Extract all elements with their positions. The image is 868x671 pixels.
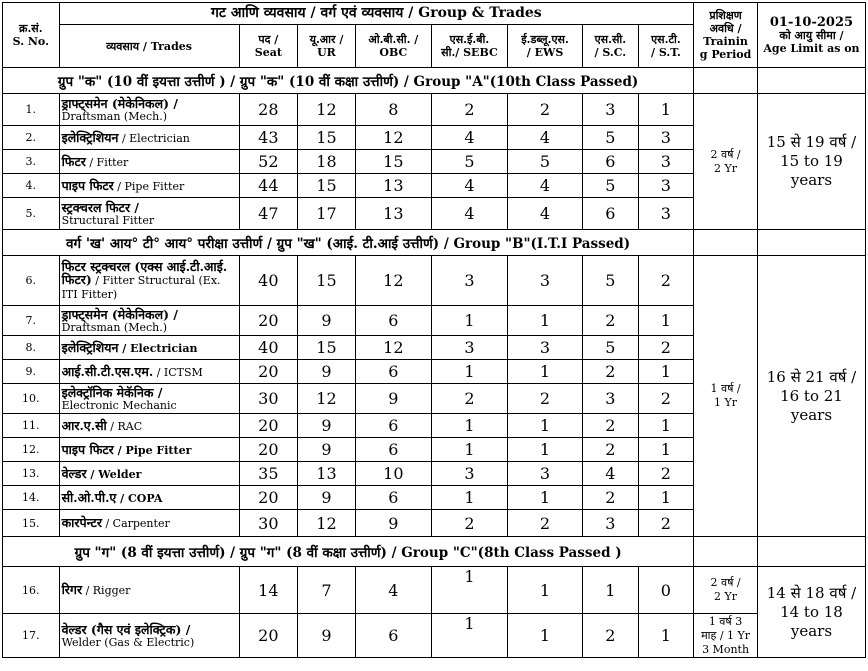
trade-name-devanagari: इलेक्ट्रिशियन: [61, 339, 119, 355]
sc-header: एस.सी. / S.C.: [583, 25, 639, 68]
obc-cell: 6: [355, 306, 431, 336]
obc-cell: 8: [355, 94, 431, 126]
trades-table: [2, 2, 866, 658]
trade-name: [59, 360, 239, 384]
ews-cell: 1: [507, 486, 582, 510]
ews-cell: 2: [507, 94, 582, 126]
seat-cell: 52: [239, 150, 298, 174]
trade-name-devanagari: पाइप फिटर: [61, 177, 114, 193]
seat-cell: 20: [239, 614, 298, 658]
seat-cell: 40: [239, 336, 298, 360]
trade-name-devanagari: इलेक्ट्रिशियन: [61, 129, 119, 145]
serial-number: 1.: [3, 94, 60, 126]
sc-cell: 2: [583, 614, 639, 658]
seat-cell: 47: [239, 198, 298, 230]
trade-name-english: Electronic Mechanic: [61, 398, 177, 412]
training-period: 2 वर्ष / 2 Yr: [694, 567, 758, 614]
sc-cell: 2: [583, 306, 639, 336]
sebc-cell: 3: [431, 336, 507, 360]
serial-number: 14.: [3, 486, 60, 510]
trade-name: [59, 94, 239, 126]
sebc-cell: 4: [431, 126, 507, 150]
trade-name-english: Draftsman (Mech.): [61, 109, 168, 123]
table-row: [3, 94, 866, 126]
ews-cell: 1: [507, 414, 582, 438]
trade-name-devanagari: ड्राफ्ट्समेन (मेकेनिकल) /: [61, 95, 178, 111]
ur-cell: 9: [298, 414, 356, 438]
obc-cell: 15: [355, 150, 431, 174]
st-cell: 2: [638, 462, 694, 486]
sebc-cell: 2: [431, 384, 507, 414]
trade-name-devanagari: वेल्डर (गैस एवं इलेक्ट्रिक) /: [61, 621, 191, 637]
st-cell: 1: [638, 414, 694, 438]
serial-number: 2.: [3, 126, 60, 150]
ews-cell: 1: [507, 567, 582, 614]
serial-number: 17.: [3, 614, 60, 658]
trade-name: [59, 256, 239, 306]
table-row: [3, 256, 866, 306]
sc-cell: 6: [583, 150, 639, 174]
seat-cell: 43: [239, 126, 298, 150]
trade-name: [59, 414, 239, 438]
ews-cell: 3: [507, 256, 582, 306]
sno-header: क्र.सं. S. No.: [3, 3, 60, 68]
obc-cell: 6: [355, 360, 431, 384]
age-limit-header: [757, 3, 865, 68]
obc-header: ओ.बी.सी. / OBC: [355, 25, 431, 68]
ews-cell: 1: [507, 438, 582, 462]
trade-name: [59, 462, 239, 486]
st-cell: 2: [638, 510, 694, 537]
obc-cell: 12: [355, 256, 431, 306]
trade-name-english: / Rigger: [82, 584, 131, 597]
trade-name-english: / Electrician: [118, 341, 198, 355]
sc-cell: 5: [583, 336, 639, 360]
serial-number: 12.: [3, 438, 60, 462]
sebc-cell: 2: [431, 510, 507, 537]
trade-name-devanagari: सी.ओ.पी.ए: [61, 489, 117, 505]
serial-number: 9.: [3, 360, 60, 384]
obc-cell: 9: [355, 384, 431, 414]
trade-name: [59, 614, 239, 658]
st-cell: 2: [638, 336, 694, 360]
ews-cell: 4: [507, 126, 582, 150]
serial-number: 16.: [3, 567, 60, 614]
sebc-cell: 1: [431, 614, 507, 658]
seat-cell: 20: [239, 438, 298, 462]
obc-cell: 12: [355, 336, 431, 360]
sebc-cell: 1: [431, 486, 507, 510]
sebc-cell: 3: [431, 256, 507, 306]
seat-cell: 30: [239, 384, 298, 414]
obc-cell: 6: [355, 414, 431, 438]
ur-cell: 15: [298, 336, 356, 360]
trade-name-english: / Welder: [86, 467, 142, 481]
obc-cell: 6: [355, 438, 431, 462]
ur-cell: 9: [298, 306, 356, 336]
obc-cell: 10: [355, 462, 431, 486]
serial-number: 13.: [3, 462, 60, 486]
sc-cell: 1: [583, 567, 639, 614]
ews-cell: 3: [507, 462, 582, 486]
trade-name-english: / ICTSM: [153, 365, 203, 379]
ur-cell: 9: [298, 360, 356, 384]
training-blank: [694, 230, 758, 256]
ur-cell: 15: [298, 256, 356, 306]
seat-header: पद / Seat: [239, 25, 298, 68]
trade-name-english: / Pipe Fitter: [113, 179, 185, 193]
ur-cell: 9: [298, 614, 356, 658]
obc-cell: 13: [355, 198, 431, 230]
trade-name: [59, 336, 239, 360]
ews-cell: 1: [507, 614, 582, 658]
sebc-cell: 2: [431, 94, 507, 126]
age-limit: 14 से 18 वर्ष / 14 to 18 years: [757, 567, 865, 658]
seat-cell: 20: [239, 486, 298, 510]
seat-cell: 35: [239, 462, 298, 486]
trade-name-devanagari: कारपेन्टर: [61, 515, 102, 530]
st-cell: 1: [638, 486, 694, 510]
ur-cell: 15: [298, 174, 356, 198]
table-body: [3, 68, 866, 658]
trade-name-devanagari: रिगर: [61, 582, 83, 597]
group-header-row: [3, 68, 866, 94]
age-limit: 15 से 19 वर्ष / 15 to 19 years: [757, 94, 865, 230]
training-period: 1 वर्ष 3 माह / 1 Yr 3 Month: [694, 614, 758, 658]
training-header: प्रशिक्षण अवधि / Trainin g Period: [694, 3, 758, 68]
trade-name: [59, 438, 239, 462]
sc-cell: 5: [583, 126, 639, 150]
trade-name-english: / Carpenter: [101, 517, 170, 530]
obc-cell: 6: [355, 614, 431, 658]
ur-cell: 9: [298, 438, 356, 462]
seat-cell: 20: [239, 306, 298, 336]
sc-cell: 5: [583, 174, 639, 198]
obc-cell: 4: [355, 567, 431, 614]
obc-cell: 13: [355, 174, 431, 198]
st-header: एस.टी. / S.T.: [638, 25, 694, 68]
age-blank: [757, 68, 865, 94]
obc-cell: 12: [355, 126, 431, 150]
group-header-row: [3, 230, 866, 256]
obc-cell: 9: [355, 510, 431, 537]
seat-cell: 40: [239, 256, 298, 306]
ews-cell: 4: [507, 174, 582, 198]
obc-cell: 6: [355, 486, 431, 510]
trade-name-english: Welder (Gas & Electric): [61, 635, 195, 649]
ur-cell: 12: [298, 94, 356, 126]
trade-name-devanagari: आई.सी.टी.एस.एम.: [61, 363, 154, 379]
sebc-cell: 1: [431, 567, 507, 614]
group-title: ग्रुप "क" (10 वीं इयत्ता उत्तीर्ण ) / ग्रुप "क" (10 वीं कक्षा उत्तीर्ण) / Group "A"(10th Class Passed): [3, 68, 694, 94]
ur-cell: 17: [298, 198, 356, 230]
group-title: ग्रुप "ग" (8 वीं इयत्ता उत्तीर्ण) / ग्रुप "ग" (8 वीं कक्षा उत्तीर्ण) / Group "C"(8th Class Passed ): [3, 537, 694, 567]
sc-cell: 3: [583, 510, 639, 537]
trade-name-devanagari: वेल्डर: [61, 465, 87, 481]
st-cell: 3: [638, 126, 694, 150]
ur-cell: 12: [298, 510, 356, 537]
trade-name-english: / Fitter: [85, 155, 129, 169]
serial-number: 5.: [3, 198, 60, 230]
ur-cell: 7: [298, 567, 356, 614]
trade-name-devanagari: ड्राफ्ट्समेन (मेकेनिकल) /: [61, 306, 178, 322]
ews-cell: 1: [507, 360, 582, 384]
trade-name-english: / COPA: [116, 491, 163, 505]
seat-cell: 44: [239, 174, 298, 198]
trade-name: [59, 174, 239, 198]
ews-cell: 5: [507, 150, 582, 174]
ur-cell: 12: [298, 384, 356, 414]
trade-name: [59, 567, 239, 614]
training-blank: [694, 537, 758, 567]
trade-name: [59, 198, 239, 230]
trade-name-english: Draftsman (Mech.): [61, 320, 168, 334]
serial-number: 15.: [3, 510, 60, 537]
st-cell: 0: [638, 567, 694, 614]
ews-cell: 1: [507, 306, 582, 336]
sc-cell: 5: [583, 256, 639, 306]
age-date: 01-10-2025: [769, 14, 854, 30]
serial-number: 6.: [3, 256, 60, 306]
st-cell: 1: [638, 306, 694, 336]
trade-name-devanagari: आर.ए.सी: [61, 417, 107, 433]
trade-name: [59, 510, 239, 537]
sebc-cell: 4: [431, 174, 507, 198]
table-row: [3, 614, 866, 658]
trade-name-english: / RAC: [106, 419, 143, 433]
seat-cell: 14: [239, 567, 298, 614]
ews-cell: 4: [507, 198, 582, 230]
group-title: वर्ग 'ख' आय° टी° आय° परीक्षा उत्तीर्ण / ग्रुप "ख" (आई. टी.आई उत्तीर्ण) / Group "B"(I.T.I Passed): [3, 230, 694, 256]
sc-cell: 4: [583, 462, 639, 486]
age-limit: 16 से 21 वर्ष / 16 to 21 years: [757, 256, 865, 537]
ur-cell: 13: [298, 462, 356, 486]
trade-name-devanagari: इलेक्ट्रॉनिक मेकॅनिक /: [61, 384, 163, 400]
sc-cell: 2: [583, 414, 639, 438]
serial-number: 7.: [3, 306, 60, 336]
serial-number: 11.: [3, 414, 60, 438]
trade-name: [59, 486, 239, 510]
ur-cell: 18: [298, 150, 356, 174]
st-cell: 2: [638, 384, 694, 414]
st-cell: 1: [638, 438, 694, 462]
training-period: 2 वर्ष / 2 Yr: [694, 94, 758, 230]
st-cell: 1: [638, 360, 694, 384]
sebc-header: एस.ई.बी. सी./ SEBC: [431, 25, 507, 68]
trade-name-devanagari: स्ट्रक्चरल फिटर /: [61, 199, 139, 215]
trade-name-devanagari: फिटर स्ट्रक्चरल (एक्स आई.टी.आई. फिटर): [61, 259, 228, 287]
ews-cell: 3: [507, 336, 582, 360]
st-cell: 2: [638, 256, 694, 306]
ews-cell: 2: [507, 384, 582, 414]
st-cell: 3: [638, 150, 694, 174]
trade-name-english: Structural Fitter: [61, 213, 155, 227]
ur-cell: 9: [298, 486, 356, 510]
training-blank: [694, 68, 758, 94]
trade-name-devanagari: फिटर: [61, 153, 86, 169]
seat-cell: 20: [239, 360, 298, 384]
sc-cell: 6: [583, 198, 639, 230]
age-blank: [757, 537, 865, 567]
trades-header: व्यवसाय / Trades: [59, 25, 239, 68]
serial-number: 3.: [3, 150, 60, 174]
sc-cell: 2: [583, 360, 639, 384]
sebc-cell: 1: [431, 414, 507, 438]
age-limit-label: को आयु सीमा / Age Limit as on: [763, 28, 860, 55]
sebc-cell: 3: [431, 462, 507, 486]
group-trades-header: गट आणि व्यवसाय / वर्ग एवं व्यवसाय / Group & Trades: [59, 3, 694, 25]
trade-name-english: / Pipe Fitter: [113, 443, 192, 457]
sebc-cell: 5: [431, 150, 507, 174]
seat-cell: 28: [239, 94, 298, 126]
st-cell: 1: [638, 94, 694, 126]
sebc-cell: 1: [431, 306, 507, 336]
group-header-row: [3, 537, 866, 567]
ur-header: यू.आर / UR: [298, 25, 356, 68]
training-period: 1 वर्ष / 1 Yr: [694, 256, 758, 537]
seat-cell: 20: [239, 414, 298, 438]
sebc-cell: 1: [431, 360, 507, 384]
trade-name: [59, 150, 239, 174]
trade-name-english: / Electrician: [118, 131, 190, 145]
age-blank: [757, 230, 865, 256]
serial-number: 8.: [3, 336, 60, 360]
trade-name: [59, 306, 239, 336]
trade-name-devanagari: पाइप फिटर: [61, 441, 114, 457]
ur-cell: 15: [298, 126, 356, 150]
sc-cell: 3: [583, 94, 639, 126]
sc-cell: 3: [583, 384, 639, 414]
ews-header: ई.डब्लू.एस. / EWS: [507, 25, 582, 68]
st-cell: 1: [638, 614, 694, 658]
table-row: [3, 567, 866, 614]
trade-name: [59, 384, 239, 414]
sc-cell: 2: [583, 438, 639, 462]
sebc-cell: 4: [431, 198, 507, 230]
sebc-cell: 1: [431, 438, 507, 462]
sc-cell: 2: [583, 486, 639, 510]
trade-name: [59, 126, 239, 150]
serial-number: 10.: [3, 384, 60, 414]
ews-cell: 2: [507, 510, 582, 537]
st-cell: 3: [638, 198, 694, 230]
serial-number: 4.: [3, 174, 60, 198]
seat-cell: 30: [239, 510, 298, 537]
trade-name-english: / Fitter Structural (Ex. ITI Fitter): [61, 274, 221, 301]
st-cell: 3: [638, 174, 694, 198]
